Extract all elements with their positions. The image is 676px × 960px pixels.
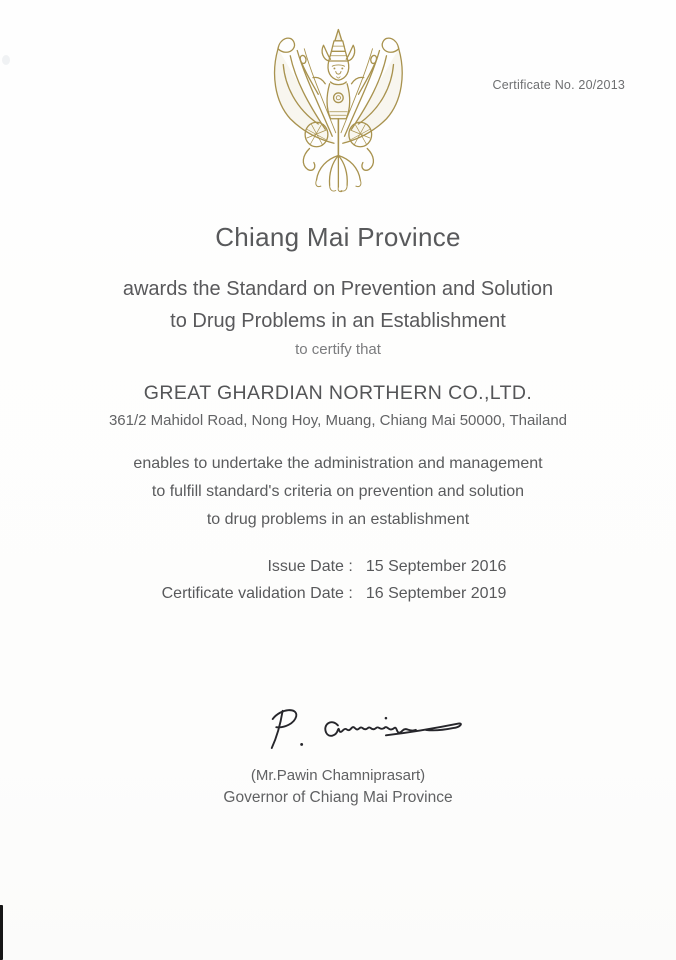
- certificate-number: Certificate No. 20/2013: [492, 78, 625, 92]
- certificate-body: [0, 450, 676, 534]
- dates-block: [162, 553, 507, 607]
- recipient-name: GREAT GHARDIAN NORTHERN CO.,LTD.: [143, 382, 533, 404]
- garuda-emblem-graphic: [264, 26, 413, 194]
- scan-smudge-artifact: [2, 55, 10, 65]
- certify-text: to certify that: [295, 341, 381, 358]
- province-title: Chiang Mai Province: [215, 222, 461, 252]
- signature-handwriting: [250, 700, 468, 758]
- award-line-2: to Drug Problems in an Establishment: [170, 310, 506, 332]
- garuda-emblem: [0, 0, 676, 196]
- issue-date-value: 15 September 2016: [365, 558, 507, 575]
- issue-date-label: Issue Date :: [267, 558, 353, 575]
- scan-edge-artifact: [0, 905, 3, 960]
- body-line-3: to drug problems in an establishment: [206, 511, 470, 528]
- recipient-address: 361/2 Mahidol Road, Nong Hoy, Muang, Chiang Mai 50000, Thailand: [108, 412, 568, 429]
- body-line-2: to fulfill standard's criteria on prevention and solution: [151, 483, 525, 500]
- governor-signature: [0, 700, 676, 760]
- signatory-title: Governor of Chiang Mai Province: [223, 789, 453, 806]
- signatory-name: (Mr.Pawin Chamniprasart): [250, 767, 426, 784]
- award-statement: [0, 273, 676, 337]
- validation-date-value: 16 September 2019: [365, 585, 507, 602]
- body-line-1: enables to undertake the administration and management: [133, 455, 543, 472]
- award-line-1: awards the Standard on Prevention and Solution: [122, 278, 554, 300]
- validation-date-label: Certificate validation Date :: [161, 585, 353, 602]
